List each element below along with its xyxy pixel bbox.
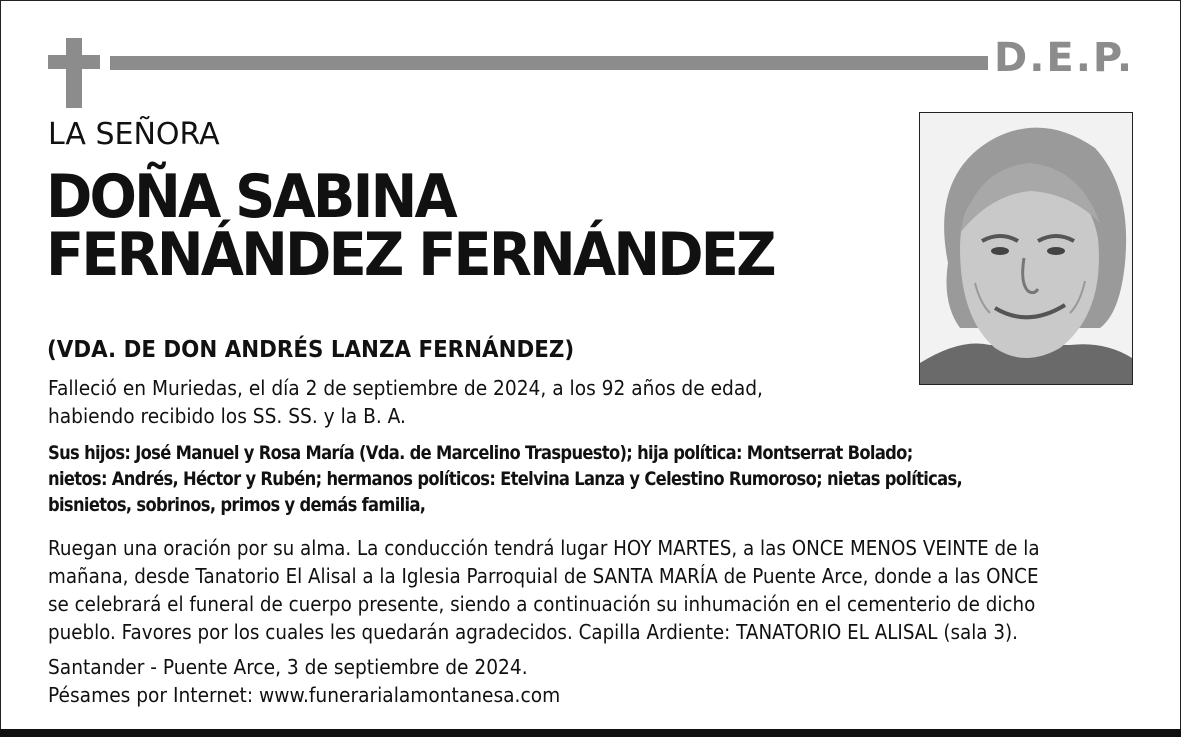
ceremony-line: Ruegan una oración por su alma. La conducción tendrá lugar HOY MARTES, a las ONCE MENOS VEINTE de la [48, 536, 1040, 560]
header-rule [110, 56, 988, 70]
widow-of-line: (VDA. DE DON ANDRÉS LANZA FERNÁNDEZ) [47, 337, 575, 363]
ceremony-line: mañana, desde Tanatorio El Alisal a la Iglesia Parroquial de SANTA MARÍA de Puente Arce, donde a las ONCE [48, 564, 1039, 588]
portrait-photo [919, 112, 1133, 385]
ceremony-line: se celebrará el funeral de cuerpo presente, siendo a continuación su inhumación en el cementerio de dicho [48, 592, 1036, 616]
portrait-illustration [920, 113, 1132, 384]
death-line: Falleció en Muriedas, el día 2 de septiembre de 2024, a los 92 años de edad, [48, 376, 763, 400]
ceremony-line: pueblo. Favores por los cuales les quedarán agradecidos. Capilla Ardiente: TANATORIO EL ALISAL (sala 3). [48, 620, 1018, 644]
place-date-line: Santander - Puente Arce, 3 de septiembre de 2024. [48, 655, 528, 679]
dep-heading: D.E.P. [994, 35, 1135, 81]
bottom-border [0, 729, 1181, 737]
family-list [48, 440, 962, 518]
family-line: nietos: Andrés, Héctor y Rubén; hermanos políticos: Etelvina Lanza y Celestino Rumoroso; nietas políticas, [48, 468, 963, 490]
condolences-website-line: Pésames por Internet: www.funerarialamontanesa.com [48, 683, 561, 707]
family-line: bisnietos, sobrinos, primos y demás familia, [48, 494, 426, 516]
name-line-2: FERNÁNDEZ FERNÁNDEZ [46, 220, 774, 290]
footer [48, 653, 560, 709]
death-line: habiendo recibido los SS. SS. y la B. A. [48, 404, 406, 428]
cross-icon-vertical [66, 38, 82, 108]
family-line: Sus hijos: José Manuel y Rosa María (Vda. de Marcelino Traspuesto); hija política: Montserrat Bolado; [48, 442, 913, 464]
cross-icon-horizontal [48, 55, 100, 69]
name-line-1: DOÑA SABINA [46, 162, 455, 232]
ceremony-details [48, 534, 1040, 646]
honorific-title: LA SEÑORA [48, 117, 220, 152]
deceased-name [46, 162, 774, 290]
death-notice [48, 374, 763, 430]
